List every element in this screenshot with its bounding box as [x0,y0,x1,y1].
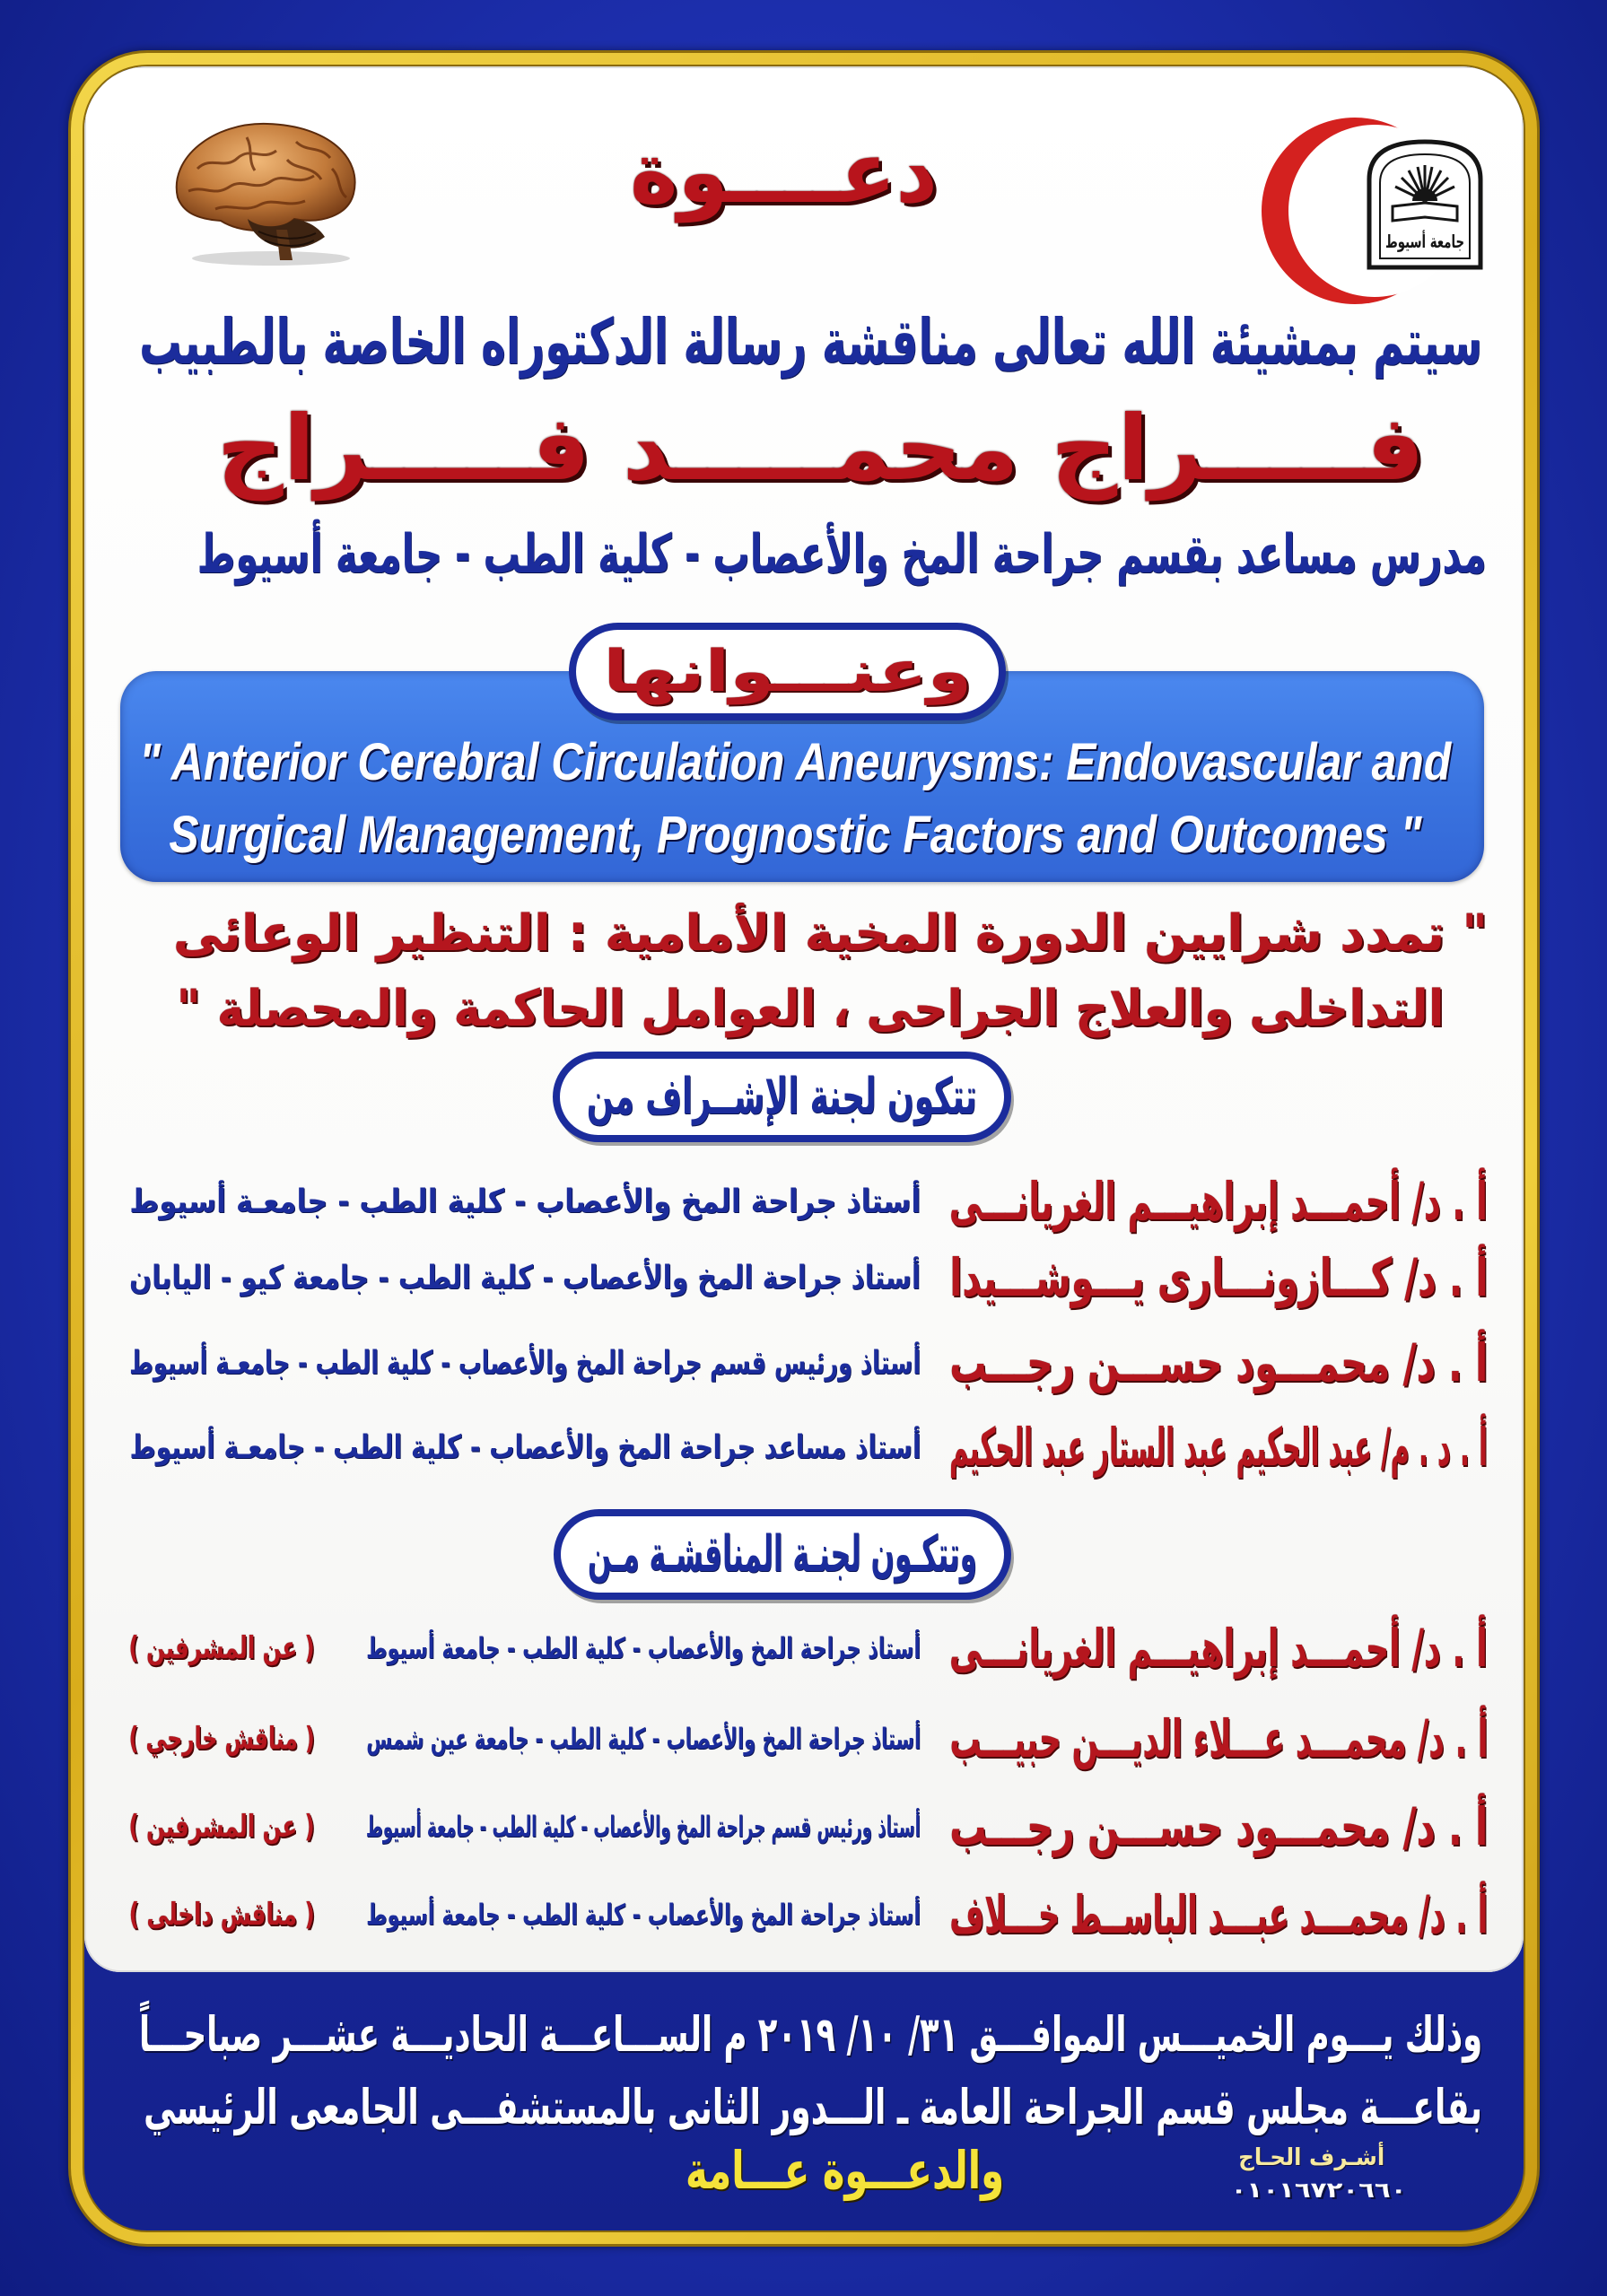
supervision-heading [587,1059,977,1135]
candidate-position-text: مدرس مساعد بقسم جراحة المخ والأعصاب - كلية الطب - جامعة أسيوط [197,523,1488,586]
examiner-title-text: أستاذ جراحة المخ والأعصاب - كلية الطب - جامعة أسيوط [365,1898,921,1932]
candidate-position [197,520,1487,589]
examiner-name-text: أ . د/ محمـــد عبـــد الباســط خـــلاف [948,1883,1489,1945]
examiner-title [366,1716,921,1761]
announcement-text: سيتم بمشيئة الله تعالى مناقشة رسالة الدكتوراه الخاصة بالطبيب [138,304,1482,379]
designer-name [1238,2144,1384,2171]
supervisor-title [129,1177,921,1227]
footer-date-line [139,2003,1482,2067]
examiner-title-text: أستاذ جراحة المخ والأعصاب - كلية الطب - جامعة أسيوط [365,1631,921,1665]
announcement-line [139,301,1482,384]
supervisor-name [949,1410,1488,1484]
supervision-heading-pill [553,1052,1011,1142]
examiner-role [129,1626,315,1671]
designer-phone [1231,2177,1407,2204]
thesis-arabic-line-1 [173,901,1488,966]
examiner-role-text: ( مناقش خارجي ) [128,1720,315,1757]
examination-heading-text: وتتكـون لجنـة المناقشـة مـن [587,1524,978,1584]
brain-cerebrum [177,124,355,231]
thesis-heading [603,630,972,713]
examiner-role-text: ( عن المشرفين ) [128,1629,316,1666]
thesis-arabic-line-2 [176,974,1444,1043]
examiner-name [949,1790,1488,1864]
supervisor-title-text: أستاذ ورئيس قسم جراحة المخ والأعصاب - كلية الطب - جامعـة أسيوط [128,1345,921,1382]
designer-phone-text: ٠١٠١٦٧٢٠٦٦٠ [1231,2178,1408,2203]
examiner-role [129,1804,315,1849]
supervisor-title-text: أستاذ مساعد جراحة المخ والأعصاب - كلية الطب - جامعـة أسيوط [128,1429,921,1466]
designer-name-text: أشـرف الحـاج [1237,2143,1384,2171]
footer-invitation [686,2139,1004,2202]
thesis-arabic-line-1-text: " تمدد شرايين الدورة المخية الأمامية : التنظير الوعائى [172,904,1489,963]
examiner-role-text: ( عن المشرفين ) [128,1808,316,1845]
examiner-title [366,1892,921,1937]
thesis-heading-pill [569,623,1006,720]
supervisor-title [129,1253,921,1303]
examiner-name-text: أ . د/ أحمـــد إبراهيـــم الغريانـــى [949,1617,1488,1679]
logo-text: جامعة أسيوط [1385,231,1505,252]
brain-shadow [192,251,350,266]
supervisor-title [129,1423,921,1472]
red-crescent-icon [1249,115,1505,308]
thesis-heading-text: وعنـــوانها [602,638,973,705]
candidate-name-text: فـــــراج محمـــــد فـــــراج [217,396,1425,501]
thesis-english-line-2-text: Surgical Management, Prognostic Factors and Outcomes " [169,806,1421,865]
supervision-heading-text: تتكون لجنة الإشــراف من [586,1067,977,1126]
examination-heading-pill [554,1509,1011,1600]
supervisor-title-text: أستاذ جراحة المخ والأعصاب - كلية الطب - جامعة كيو - اليابان [129,1260,921,1296]
examiner-title [366,1626,921,1671]
supervisor-name [949,1165,1488,1238]
supervisor-name-text: أ . د . م/ عبد الحكيم عبد الستار عبد الحكيم [948,1416,1488,1478]
footer-venue-text: بقاعـــة مجلس قسم الجراحة العامة ـ الـــدور الثانى بالمستشفـــى الجامعى الرئيسي [144,2079,1482,2136]
thesis-arabic-line-2-text: التداخلى والعلاج الجراحى ، العوامل الحاكمة والمحصلة " [175,979,1445,1038]
thesis-english-line-1 [139,730,1451,796]
supervisor-title-text: أستاذ جراحة المخ والأعصاب - كلية الطب - جامعـة أسيوط [129,1183,921,1220]
examiner-role [129,1716,315,1761]
invitation-title [629,122,938,223]
brain-icon [162,115,368,267]
examiner-name [949,1611,1488,1685]
examiner-title-text: أستاذ ورئيس قسم جراحة المخ والأعصاب - كلية الطب - جامعة أسيوط [365,1810,921,1844]
invitation-title-text: دعــــوة [629,122,938,223]
supervisor-name-text: أ . د/ كـــازونـــارى يـــوشـــيدا [949,1246,1488,1308]
thesis-english-line-2 [169,802,1421,869]
footer-venue-line [144,2076,1482,2139]
examiner-title [366,1804,921,1849]
examiner-role [129,1892,315,1937]
supervisor-name-text: أ . د/ محمـــود حســـن رجـــب [948,1331,1488,1393]
supervisor-name [949,1326,1488,1400]
supervisor-name [949,1241,1488,1314]
examiner-role-text: ( مناقش داخلى ) [129,1896,315,1933]
thesis-english-line-1-text: " Anterior Cerebral Circulation Aneurysms: Endovascular and [138,733,1452,792]
footer-invitation-text: والدعـــوة عـــامة [685,2139,1005,2201]
examiner-title-text: أستاذ جراحة المخ والأعصاب - كلية الطب - جامعة عين شمس [366,1722,921,1756]
supervisor-title [129,1339,921,1388]
examiner-name [949,1702,1488,1776]
candidate-name [217,396,1425,501]
examiner-name [949,1878,1488,1951]
supervisor-name-text: أ . د/ أحمـــد إبراهيـــم الغريانـــى [949,1170,1488,1232]
examination-heading [588,1516,977,1593]
assiut-university-logo-icon [1369,142,1505,267]
footer-date-text: وذلك يـــوم الخميـــس الموافـــق ٣١/ ١٠/ ٢٠١٩ م الســـاعـــة الحاديـــة عشـــر صباحـــاً [138,2006,1483,2064]
examiner-name-text: أ . د/ محمـــود حســـن رجـــب [948,1795,1488,1857]
examiner-name-text: أ . د/ محمـــد عـــلاء الديـــن حبيـــب [949,1707,1488,1769]
